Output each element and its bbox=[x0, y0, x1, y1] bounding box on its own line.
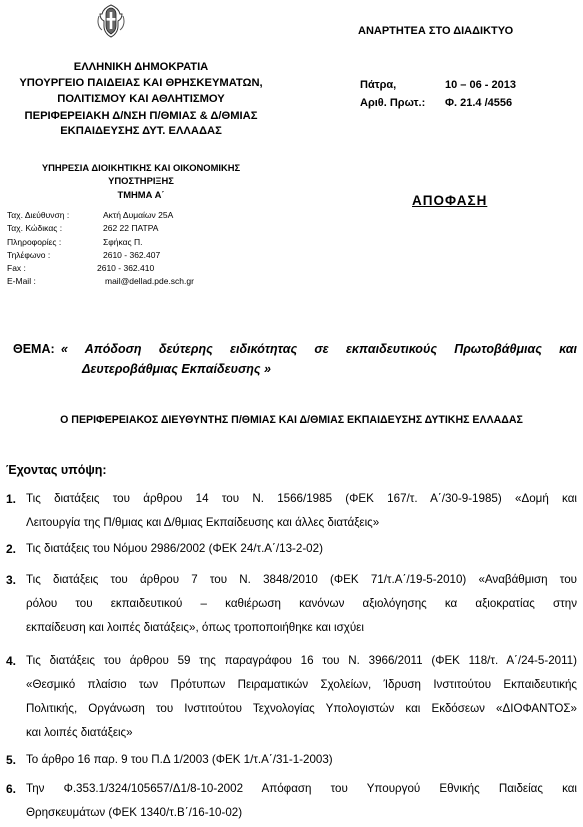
document-date: 10 – 06 - 2013 bbox=[445, 79, 516, 91]
post-online-notice: ΑΝΑΡΤΗΤΕΑ ΣΤΟ ΔΙΑΔΙΚΤΥΟ bbox=[358, 25, 514, 37]
republic-name: ΕΛΛΗΝΙΚΗ ΔΗΜΟΚΡΑΤΙΑ bbox=[73, 61, 209, 73]
item-1-line-1: Τις διατάξεις του άρθρου 14 του Ν. 1566/1985 (ΦΕΚ 167/τ. Α΄/30-9-1985) «Δομή και bbox=[26, 492, 577, 505]
regional-directorate-line-1: ΠΕΡΙΦΕΡΕΙΑΚΗ Δ/ΝΣΗ Π/ΘΜΙΑΣ & Δ/ΘΜΙΑΣ bbox=[24, 110, 258, 122]
item-number: 1. bbox=[6, 492, 17, 506]
service-line-2: ΥΠΟΣΤΗΡΙΞΗΣ bbox=[108, 175, 174, 186]
item-number: 4. bbox=[6, 654, 17, 668]
department-name: ΤΜΗΜΑ Α΄ bbox=[117, 189, 165, 200]
contact-address-value: Ακτή Δυμαίων 25Α bbox=[103, 210, 174, 220]
item-6-line-2: Θρησκευμάτων (ΦΕΚ 1340/τ.Β΄/16-10-02) bbox=[26, 806, 243, 819]
contact-phone-label: Τηλέφωνο : bbox=[7, 250, 51, 260]
item-4-line-2: «Θεσμικό πλαίσιο των Πρότυπων Πειραματικών Σχολείων, Ίδρυση Ινστιτούτου Εκπαιδευτικής bbox=[26, 678, 577, 691]
item-5-line-1: Το άρθρο 16 παρ. 9 του Π.Δ 1/2003 (ΦΕΚ 1/τ.Α΄/31-1-2003) bbox=[26, 753, 333, 766]
contact-address-label: Ταχ. Διεύθυνση : bbox=[7, 210, 70, 220]
place-label: Πάτρα, bbox=[360, 79, 397, 91]
subject-line-1: « Απόδοση δεύτερης ειδικότητας σε εκπαιδευτικούς Πρωτοβάθμιας και bbox=[61, 342, 577, 356]
director-heading: Ο ΠΕΡΙΦΕΡΕΙΑΚΟΣ ΔΙΕΥΘΥΝΤΗΣ Π/ΘΜΙΑΣ ΚΑΙ Δ/ΘΜΙΑΣ ΕΚΠΑΙΔΕΥΣΗΣ ΔΥΤΙΚΗΣ ΕΛΛΑΔΑΣ bbox=[60, 414, 523, 426]
subject-label: ΘΕΜΑ: bbox=[13, 342, 55, 356]
protocol-label: Αριθ. Πρωτ.: bbox=[360, 97, 426, 109]
service-line-1: ΥΠΗΡΕΣΙΑ ΔΙΟΙΚΗΤΙΚΗΣ ΚΑΙ ΟΙΚΟΝΟΜΙΚΗΣ bbox=[41, 162, 241, 173]
contact-postcode-value: 262 22 ΠΑΤΡΑ bbox=[103, 223, 159, 233]
decision-title: ΑΠΟΦΑΣΗ bbox=[412, 193, 488, 208]
item-4-line-4: και λοιπές διατάξεις» bbox=[26, 726, 133, 739]
item-6-line-1: Την Φ.353.1/324/105657/Δ1/8-10-2002 Απόφαση του Υπουργού Εθνικής Παιδείας και bbox=[26, 782, 577, 795]
item-number: 3. bbox=[6, 573, 17, 587]
contact-info-value: Σφήκας Π. bbox=[103, 237, 143, 247]
item-number: 6. bbox=[6, 782, 17, 796]
item-4-line-3: Πολιτικής, Οργάνωση του Ινστιτούτου Τεχνολογίας Υπολογιστών και Εκδόσεων «ΔΙΟΦΑΝΤΟΣ» bbox=[26, 702, 577, 715]
contact-fax-value: 2610 - 362.410 bbox=[97, 263, 155, 273]
regional-directorate-line-2: ΕΚΠΑΙΔΕΥΣΗΣ ΔΥΤ. ΕΛΛΑΔΑΣ bbox=[60, 125, 222, 137]
subject-line-2: Δευτεροβάθμιας Εκπαίδευσης » bbox=[82, 362, 271, 376]
item-number: 2. bbox=[6, 542, 17, 556]
contact-fax-label: Fax : bbox=[7, 263, 26, 273]
contact-info-label: Πληροφορίες : bbox=[7, 237, 62, 247]
item-3-line-1: Τις διατάξεις του άρθρου 7 του Ν. 3848/2010 (ΦΕΚ 71/τ.Α΄/19-5-2010) «Αναβάθμιση του bbox=[26, 573, 577, 586]
item-1-line-2: Λειτουργία της Π/θμιας και Δ/θμιας Εκπαίδευσης και άλλες διατάξεις» bbox=[26, 516, 380, 529]
item-number: 5. bbox=[6, 753, 17, 767]
item-4-line-1: Τις διατάξεις του άρθρου 59 της παραγράφου 16 του Ν. 3966/2011 (ΦΕΚ 118/τ. Α΄/24-5-2011) bbox=[26, 654, 577, 667]
contact-email-value: mail@dellad.pde.sch.gr bbox=[105, 276, 194, 286]
ministry-line-2: ΠΟΛΙΤΙΣΜΟΥ ΚΑΙ ΑΘΛΗΤΙΣΜΟΥ bbox=[57, 93, 225, 105]
item-2-line-1: Τις διατάξεις του Νόμου 2986/2002 (ΦΕΚ 24/τ.Α΄/13-2-02) bbox=[26, 542, 323, 555]
contact-postcode-label: Ταχ. Κώδικας : bbox=[7, 223, 63, 233]
contact-phone-value: 2610 - 362.407 bbox=[103, 250, 161, 260]
contact-email-label: E-Mail : bbox=[7, 276, 36, 286]
protocol-number: Φ. 21.4 /4556 bbox=[445, 97, 513, 109]
ministry-line-1: ΥΠΟΥΡΓΕΙΟ ΠΑΙΔΕΙΑΣ ΚΑΙ ΘΡΗΣΚΕΥΜΑΤΩΝ, bbox=[19, 77, 263, 89]
considering-heading: Έχοντας υπόψη: bbox=[6, 463, 107, 477]
item-3-line-2: ρόλου του εκπαιδευτικού – καθιέρωση κανόνων αξιολόγησης κα αξιοκρατίας στην bbox=[26, 597, 577, 610]
greek-coat-of-arms-icon bbox=[97, 4, 125, 38]
item-3-line-3: εκπαίδευση και λοιπές διατάξεις», όπως τροποποιήθηκε και ισχύει bbox=[26, 621, 364, 634]
